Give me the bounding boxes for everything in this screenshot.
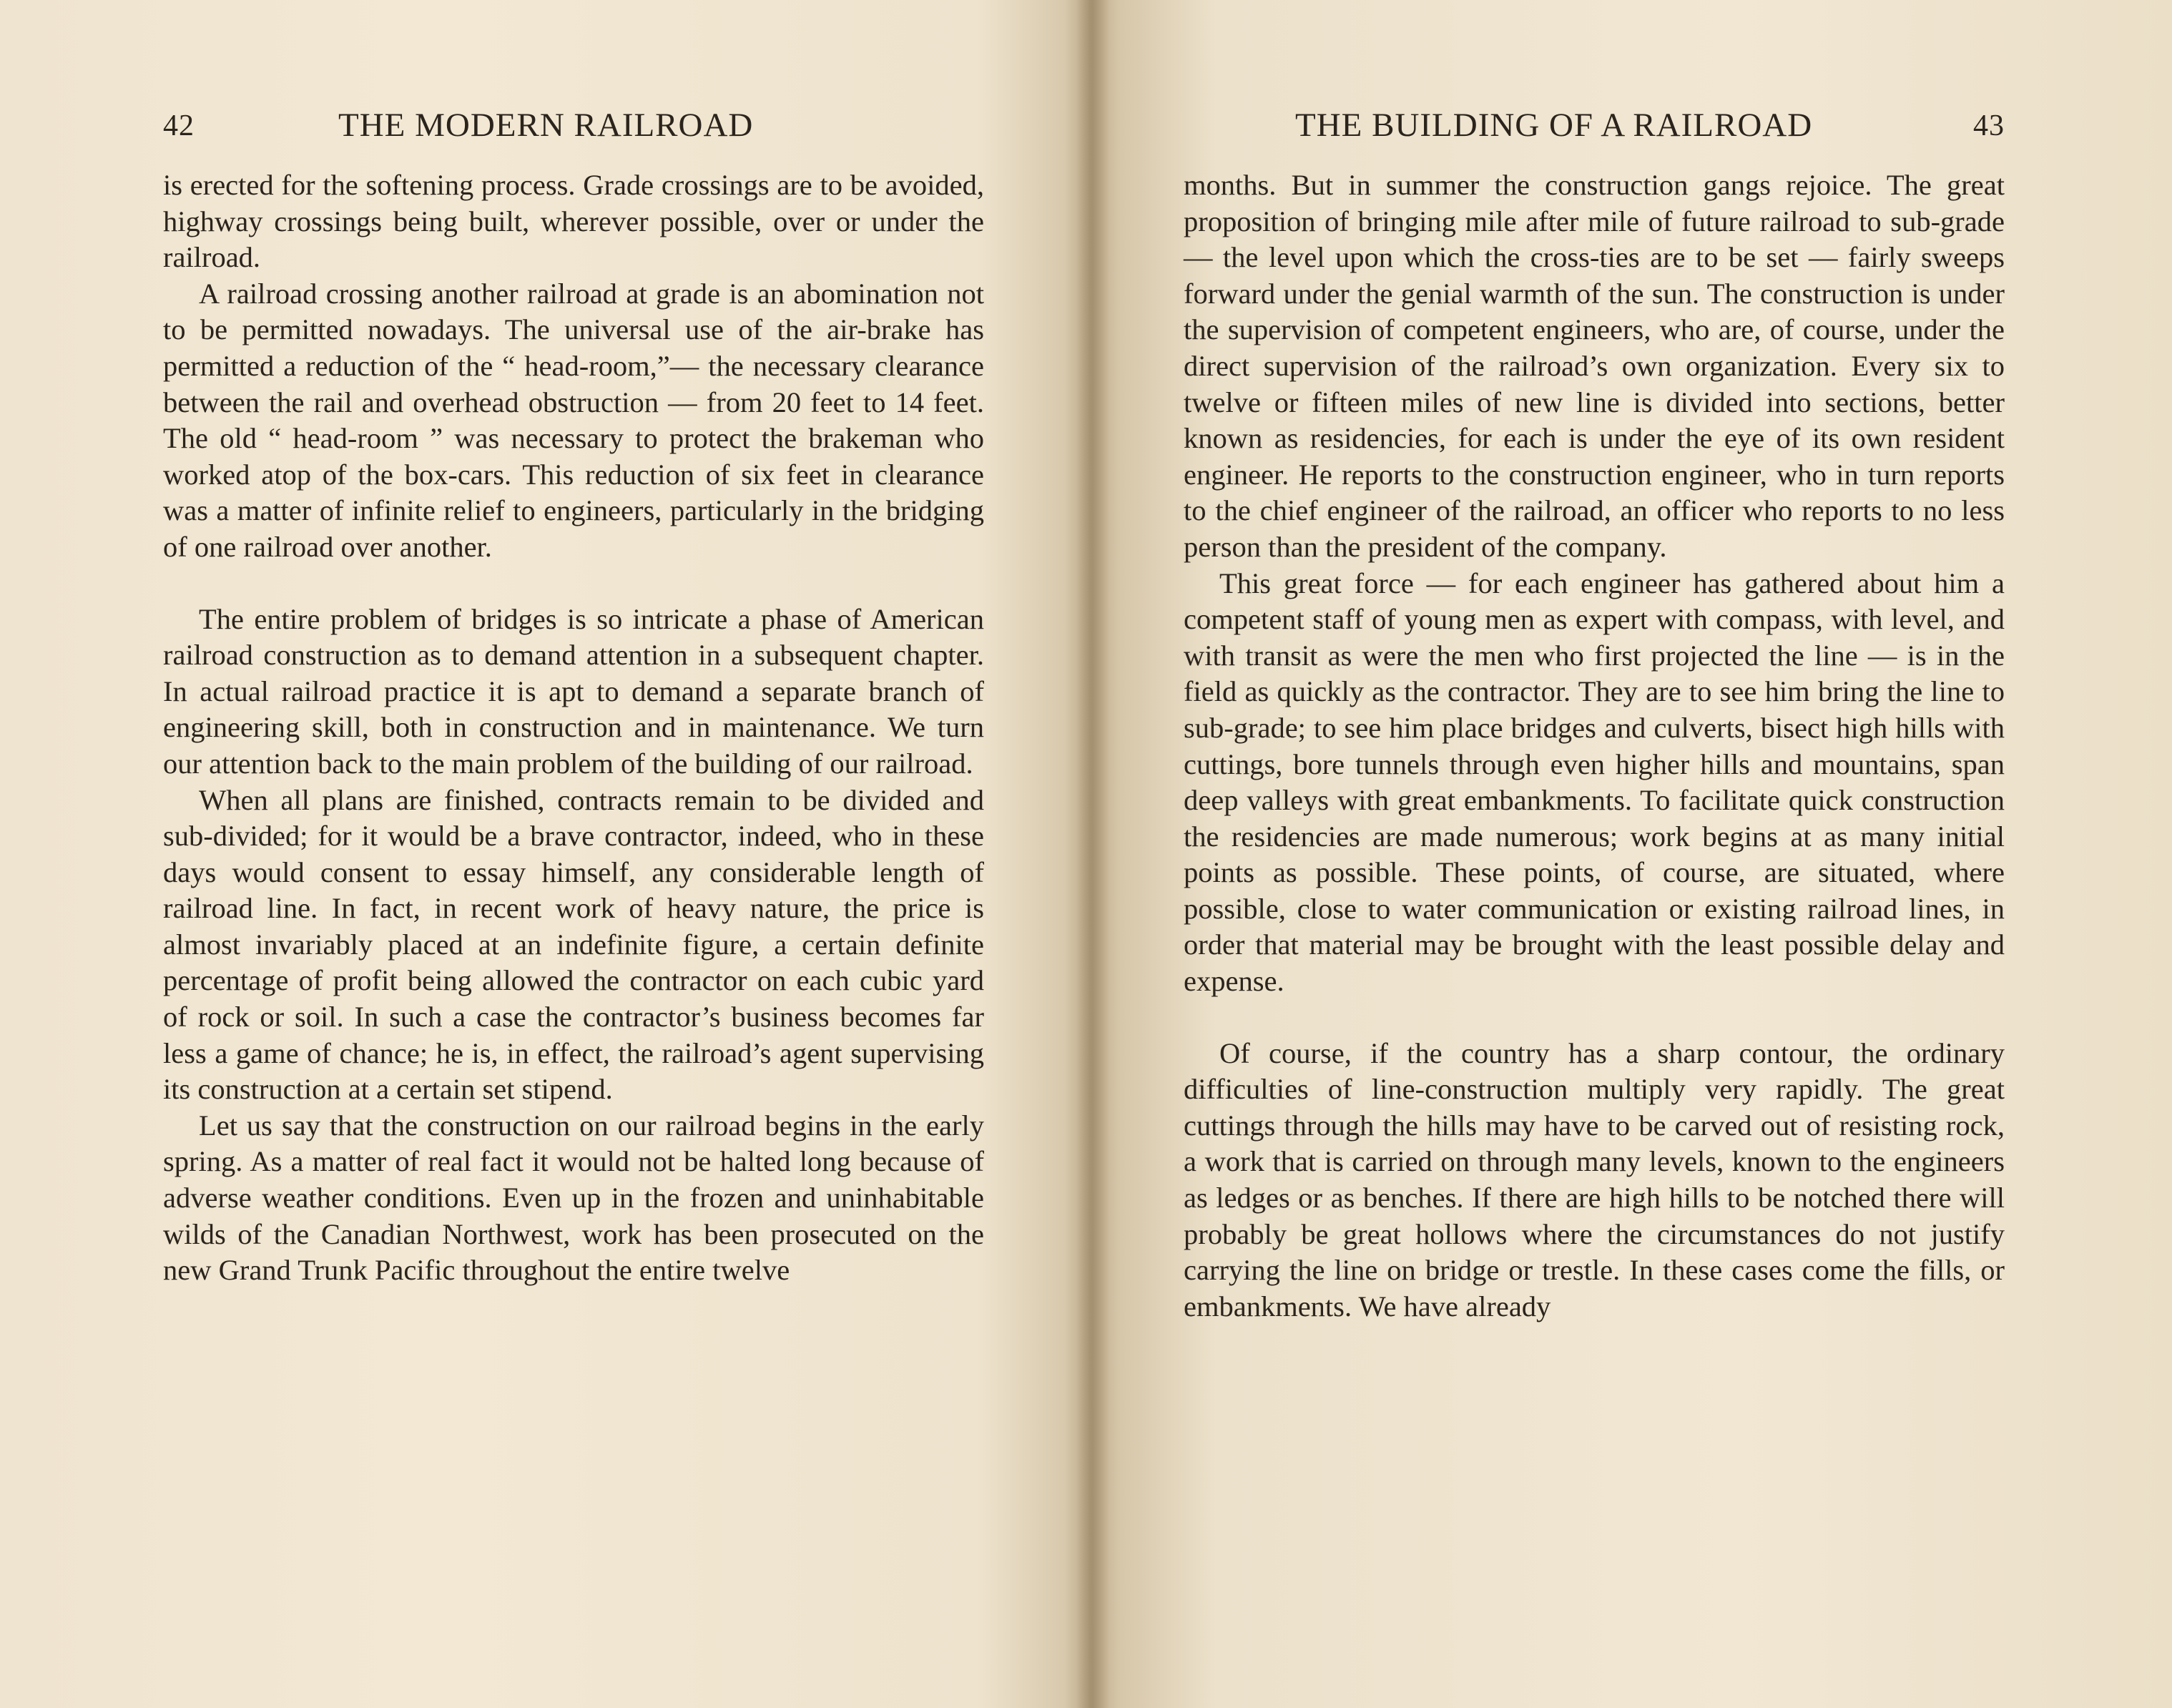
right-page-number: 43 xyxy=(1973,109,2005,142)
paragraph: Let us say that the construction on our railroad begins in the early spring. As a matter of real fact it would not be halted long because of adverse weather conditions. Even up in the frozen and uninhabitable wilds of the Canadian Northwest, work has been prosecuted on the new Grand Trunk Pacific throughout the entire twelve xyxy=(163,1109,984,1287)
left-body-text xyxy=(163,167,984,1289)
left-page-number: 42 xyxy=(163,109,195,142)
paragraph: This great force — for each engineer has gathered about him a competent staff of young men as expert with compass, with level, and with transit as were the men who first projected the line — is in the field as quickly as the contractor. They are to see him bring the line to sub-grade; to see him place bridges and culverts, bisect high hills with cuttings, bore tunnels through even higher hills and mountains, span deep valleys with great embankments. To facilitate quick construction the residencies are made numerous; work begins at as many initial points as possible. These points, of course, are situated, where possible, close to water communication or existing railroad lines, in order that material may be brought with the least possible delay and expense. xyxy=(1184,566,2005,998)
paragraph: A railroad crossing another railroad at grade is an abomination not to be permitted nowadays. The universal use of the air-brake has permitted a reduction of the “ head-room,”— the necessary clearance between the rail and overhead obstruction — from 20 feet to 14 feet. The old “ head-room ” was necessary to protect the brakeman who worked atop of the box-cars. This reduction of six feet in clearance was a matter of infinite relief to engineers, particularly in the bridging of one railroad over another. xyxy=(163,277,984,563)
right-running-title: THE BUILDING OF A RAILROAD xyxy=(1295,107,1813,144)
paragraph: When all plans are finished, contracts remain to be divided and sub-divided; for it would be a brave contractor, indeed, who in these days would consent to essay himself, any considerable length of railroad line. In fact, in recent work of heavy nature, the price is almost invariably placed at an indefinite figure, a certain definite percentage of profit being allowed the contractor on each cubic yard of rock or soil. In such a case the contractor’s business becomes far less a game of chance; he is, in effect, the railroad’s agent supervising its construction at a certain set stipend. xyxy=(163,783,984,1106)
left-running-title: THE MODERN RAILROAD xyxy=(338,107,754,144)
paragraph: months. But in summer the construction gangs rejoice. The great proposition of bringing mile after mile of future railroad to sub-grade — the level upon which the cross-ties are to be set — fairly sweeps forward under the genial warmth of the sun. The construction is under the supervision of competent engineers, who are, of course, under the direct supervision of the railroad’s own organization. Every six to twelve or fifteen miles of new line is divided into sections, better known as residencies, for each is under the eye of its own resident engineer. He reports to the construction engineer, who in turn reports to the chief engineer of the railroad, an officer who reports to no less person than the president of the company. xyxy=(1184,169,2005,563)
left-page xyxy=(163,100,984,1289)
paragraph: Of course, if the country has a sharp contour, the ordinary difficulties of line-construction multiply very rapidly. The great cuttings through the hills may have to be carved out of resisting rock, a work that is carried on through many levels, known to the engineers as ledges or as benches. If there are high hills to be notched there will probably be great hollows where the circumstances do not justify carrying the line on bridge or trestle. In these cases come the fills, or embankments. We have already xyxy=(1184,1036,2005,1322)
left-running-head xyxy=(163,100,984,157)
book-gutter xyxy=(1076,0,1109,1708)
paragraph: The entire problem of bridges is so intricate a phase of American railroad construction as to demand attention in a subsequent chapter. In actual railroad practice it is apt to demand a separate branch of engineering skill, both in construction and in maintenance. We turn our attention back to the main problem of the building of our railroad. xyxy=(163,602,984,780)
right-running-head xyxy=(1184,100,2005,157)
right-body-text xyxy=(1184,167,2005,1325)
paragraph: is erected for the softening process. Grade crossings are to be avoided, highway crossings being built, wherever possible, over or under the railroad. xyxy=(163,169,984,274)
right-page xyxy=(1184,100,2005,1325)
